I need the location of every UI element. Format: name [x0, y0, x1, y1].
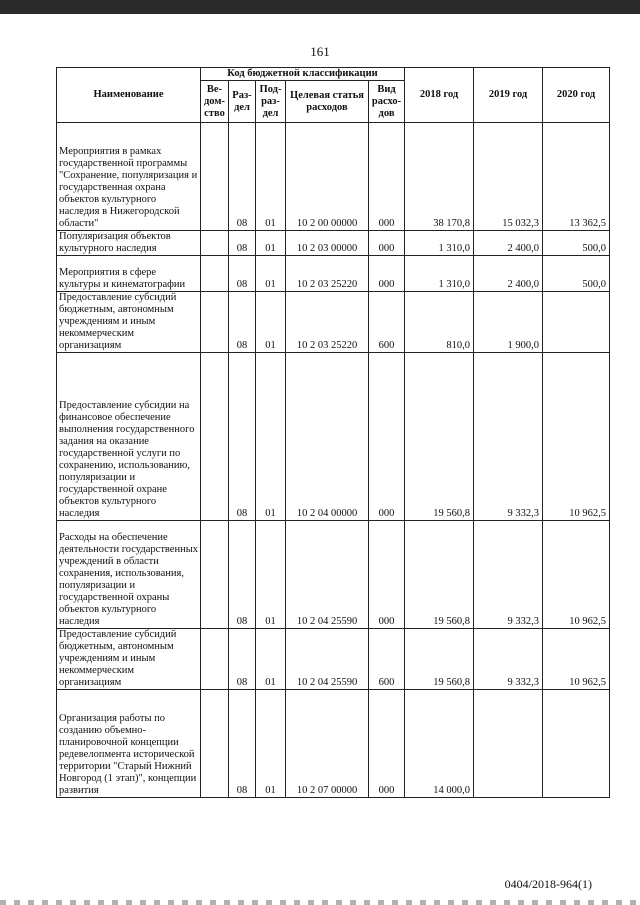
row-name-cell: Предоставление субсидии на финансовое обеспечение выполнения государственного задания на оказание государственной услуги по сохранению, использованию, популяризации и государственной охране объектов культурного наследия: [57, 353, 201, 521]
row-podrazdel-cell: 01: [256, 231, 286, 256]
row-name-cell: Предоставление субсидий бюджетным, автономным учреждениям и иным некоммерческим организациям: [57, 292, 201, 353]
row-vid-cell: 600: [369, 292, 405, 353]
row-razdel-cell: 08: [229, 629, 256, 690]
table-row: [57, 256, 610, 292]
row-vedomstvo-cell: [201, 292, 229, 353]
row-name-cell: Популяризация объектов культурного наследия: [57, 231, 201, 256]
row-2019-cell: 9 332,3: [474, 353, 543, 521]
row-vedomstvo-cell: [201, 231, 229, 256]
row-2018-cell: 1 310,0: [405, 231, 474, 256]
row-2020-cell: 13 362,5: [543, 123, 610, 231]
row-2020-cell: 500,0: [543, 231, 610, 256]
row-razdel-cell: 08: [229, 231, 256, 256]
header-classification-group: Код бюджетной классификации: [201, 68, 405, 81]
row-statya-cell: 10 2 03 25220: [286, 256, 369, 292]
row-statya-cell: 10 2 07 00000: [286, 690, 369, 798]
row-2020-cell: 500,0: [543, 256, 610, 292]
row-vid-cell: 000: [369, 256, 405, 292]
header-statya: Целевая статья расходов: [286, 81, 369, 123]
row-statya-cell: 10 2 00 00000: [286, 123, 369, 231]
row-podrazdel-cell: 01: [256, 521, 286, 629]
row-podrazdel-cell: 01: [256, 353, 286, 521]
row-vid-cell: 000: [369, 690, 405, 798]
row-2020-cell: 10 962,5: [543, 629, 610, 690]
table-row: [57, 292, 610, 353]
row-vedomstvo-cell: [201, 256, 229, 292]
row-2019-cell: 1 900,0: [474, 292, 543, 353]
row-razdel-cell: 08: [229, 690, 256, 798]
row-2020-cell: 10 962,5: [543, 353, 610, 521]
row-razdel-cell: 08: [229, 521, 256, 629]
header-2020: 2020 год: [543, 68, 610, 123]
row-vid-cell: 000: [369, 123, 405, 231]
table-body: [57, 123, 610, 798]
row-name-cell: Предоставление субсидий бюджетным, автономным учреждениям и иным некоммерческим организациям: [57, 629, 201, 690]
row-podrazdel-cell: 01: [256, 256, 286, 292]
header-2019: 2019 год: [474, 68, 543, 123]
row-statya-cell: 10 2 03 25220: [286, 292, 369, 353]
row-name-cell: Расходы на обеспечение деятельности государственных учреждений в области сохранения, использования, популяризации и государственной охраны объектов культурного наследия: [57, 521, 201, 629]
row-podrazdel-cell: 01: [256, 123, 286, 231]
row-statya-cell: 10 2 04 25590: [286, 629, 369, 690]
table-row: [57, 629, 610, 690]
row-vedomstvo-cell: [201, 521, 229, 629]
row-vedomstvo-cell: [201, 353, 229, 521]
row-2019-cell: 9 332,3: [474, 521, 543, 629]
row-name-cell: Мероприятия в сфере культуры и кинематографии: [57, 256, 201, 292]
row-2018-cell: 19 560,8: [405, 353, 474, 521]
row-statya-cell: 10 2 04 00000: [286, 353, 369, 521]
row-statya-cell: 10 2 03 00000: [286, 231, 369, 256]
scan-top-border: [0, 0, 640, 14]
row-2019-cell: 15 032,3: [474, 123, 543, 231]
row-vid-cell: 000: [369, 353, 405, 521]
row-razdel-cell: 08: [229, 292, 256, 353]
scan-bottom-edge: [0, 900, 640, 905]
row-2018-cell: 14 000,0: [405, 690, 474, 798]
row-name-cell: Организация работы по созданию объемно-планировочной концепции редевелопмента исторической территории "Старый Нижний Новгород (1 этап)", концепции развития: [57, 690, 201, 798]
row-vid-cell: 000: [369, 521, 405, 629]
row-statya-cell: 10 2 04 25590: [286, 521, 369, 629]
row-podrazdel-cell: 01: [256, 690, 286, 798]
row-razdel-cell: 08: [229, 353, 256, 521]
table-row: [57, 353, 610, 521]
row-2018-cell: 19 560,8: [405, 629, 474, 690]
header-vedomstvo: Ве-дом-ство: [201, 81, 229, 123]
table-row: [57, 231, 610, 256]
table-row: [57, 690, 610, 798]
row-2020-cell: [543, 292, 610, 353]
document-code: 0404/2018-964(1): [504, 877, 592, 891]
header-podrazdel: Под-раз-дел: [256, 81, 286, 123]
row-vedomstvo-cell: [201, 123, 229, 231]
row-2018-cell: 19 560,8: [405, 521, 474, 629]
row-2018-cell: 810,0: [405, 292, 474, 353]
row-razdel-cell: 08: [229, 256, 256, 292]
row-2019-cell: 2 400,0: [474, 256, 543, 292]
row-vid-cell: 000: [369, 231, 405, 256]
row-vid-cell: 600: [369, 629, 405, 690]
row-vedomstvo-cell: [201, 690, 229, 798]
budget-table: [56, 67, 610, 798]
header-razdel: Раз-дел: [229, 81, 256, 123]
page-number: 161: [310, 44, 330, 59]
header-name: Наименование: [57, 68, 201, 123]
row-2020-cell: [543, 690, 610, 798]
row-razdel-cell: 08: [229, 123, 256, 231]
row-2019-cell: 9 332,3: [474, 629, 543, 690]
row-2018-cell: 1 310,0: [405, 256, 474, 292]
table-row: [57, 123, 610, 231]
row-2019-cell: [474, 690, 543, 798]
row-podrazdel-cell: 01: [256, 629, 286, 690]
table-row: [57, 521, 610, 629]
row-2019-cell: 2 400,0: [474, 231, 543, 256]
row-podrazdel-cell: 01: [256, 292, 286, 353]
row-2020-cell: 10 962,5: [543, 521, 610, 629]
row-vedomstvo-cell: [201, 629, 229, 690]
row-2018-cell: 38 170,8: [405, 123, 474, 231]
row-name-cell: Мероприятия в рамках государственной программы "Сохранение, популяризация и государственная охрана объектов культурного наследия в Нижегородской области": [57, 123, 201, 231]
header-2018: 2018 год: [405, 68, 474, 123]
header-vid: Вид расхо-дов: [369, 81, 405, 123]
